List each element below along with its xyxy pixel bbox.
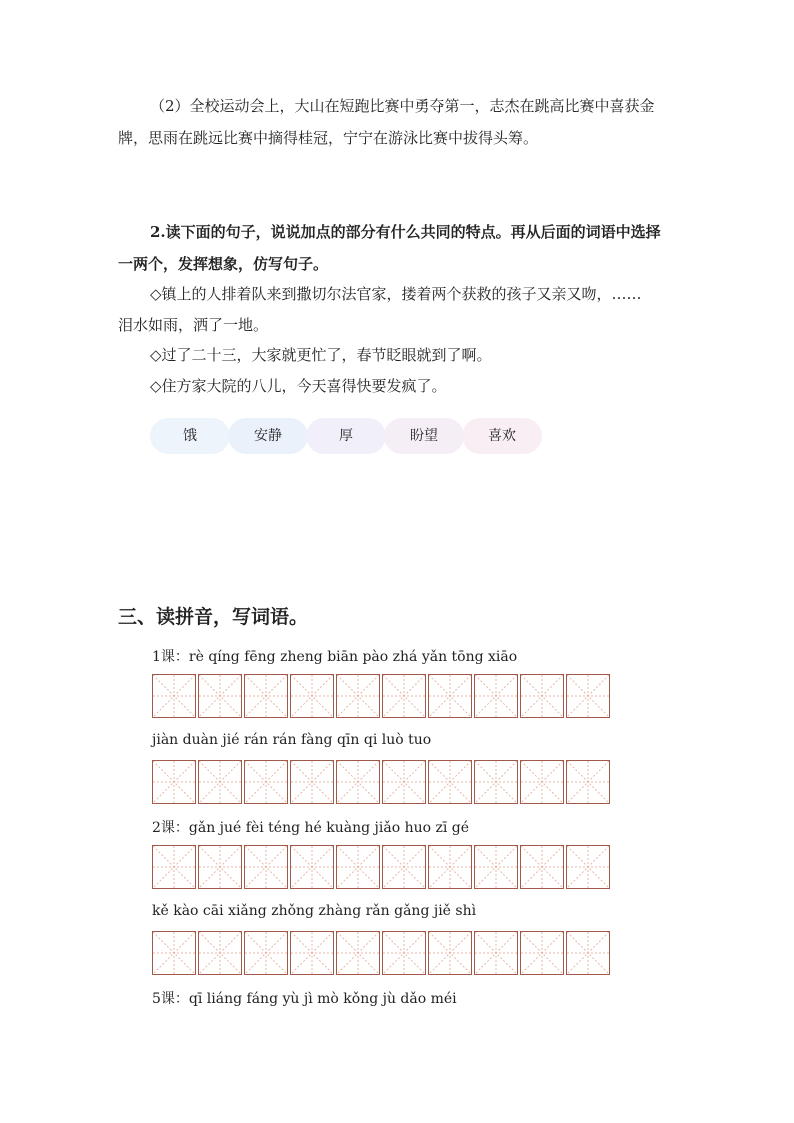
pinyin-row-4: kě kào cāi xiǎng zhǒng zhàng rǎn gǎng jiě shì	[152, 903, 477, 919]
grid-guide-lines	[291, 932, 333, 974]
word-choice-strip	[150, 418, 540, 454]
writing-box[interactable]	[290, 931, 334, 975]
grid-guide-lines	[429, 675, 471, 717]
writing-box[interactable]	[198, 931, 242, 975]
grid-guide-lines	[337, 932, 379, 974]
grid-guide-lines	[567, 761, 609, 803]
writing-box[interactable]	[152, 845, 196, 889]
writing-box[interactable]	[474, 760, 518, 804]
grid-guide-lines	[245, 761, 287, 803]
writing-box[interactable]	[336, 760, 380, 804]
writing-grid-row-3[interactable]	[152, 845, 612, 889]
writing-box[interactable]	[474, 845, 518, 889]
writing-box[interactable]	[198, 760, 242, 804]
pinyin-row-1: 1课：rè qíng fēng zheng biān pào zhá yǎn tōng xiāo	[152, 649, 518, 665]
word-choice: 喜欢	[462, 418, 542, 454]
grid-guide-lines	[199, 932, 241, 974]
pinyin-row-5: 5课：qī liáng fáng yù jì mò kǒng jù dǎo méi	[152, 991, 457, 1007]
grid-guide-lines	[521, 761, 563, 803]
grid-guide-lines	[383, 761, 425, 803]
writing-box[interactable]	[382, 760, 426, 804]
writing-box[interactable]	[290, 674, 334, 718]
writing-box[interactable]	[290, 760, 334, 804]
grid-guide-lines	[291, 761, 333, 803]
grid-guide-lines	[475, 932, 517, 974]
grid-guide-lines	[521, 846, 563, 888]
grid-guide-lines	[337, 761, 379, 803]
grid-guide-lines	[429, 846, 471, 888]
grid-guide-lines	[521, 932, 563, 974]
item2-line1: （2）全校运动会上，大山在短跑比赛中勇夺第一，志杰在跳高比赛中喜获金	[150, 97, 655, 115]
writing-box[interactable]	[244, 674, 288, 718]
writing-box[interactable]	[336, 674, 380, 718]
writing-box[interactable]	[566, 845, 610, 889]
writing-box[interactable]	[520, 931, 564, 975]
sentence-2: ◇过了二十三，大家就更忙了，春节眨眼就到了啊。	[150, 346, 492, 364]
writing-box[interactable]	[566, 674, 610, 718]
writing-box[interactable]	[428, 760, 472, 804]
writing-box[interactable]	[152, 760, 196, 804]
word-choice: 厚	[306, 418, 386, 454]
word-choice: 盼望	[384, 418, 464, 454]
grid-guide-lines	[153, 675, 195, 717]
writing-box[interactable]	[474, 931, 518, 975]
grid-guide-lines	[567, 846, 609, 888]
writing-box[interactable]	[336, 845, 380, 889]
grid-guide-lines	[475, 761, 517, 803]
writing-box[interactable]	[152, 674, 196, 718]
writing-box[interactable]	[290, 845, 334, 889]
grid-guide-lines	[291, 675, 333, 717]
writing-box[interactable]	[244, 931, 288, 975]
grid-guide-lines	[153, 761, 195, 803]
section3-title: 三、读拼音，写词语。	[118, 606, 309, 628]
grid-guide-lines	[199, 846, 241, 888]
grid-guide-lines	[475, 846, 517, 888]
grid-guide-lines	[337, 846, 379, 888]
grid-guide-lines	[245, 675, 287, 717]
grid-guide-lines	[383, 846, 425, 888]
writing-box[interactable]	[474, 674, 518, 718]
grid-guide-lines	[567, 675, 609, 717]
grid-guide-lines	[153, 932, 195, 974]
grid-guide-lines	[567, 932, 609, 974]
sentence-1-line1: ◇镇上的人排着队来到撒切尔法官家，搂着两个获救的孩子又亲又吻，……	[150, 285, 642, 303]
grid-guide-lines	[199, 761, 241, 803]
grid-guide-lines	[429, 761, 471, 803]
writing-grid-row-1[interactable]	[152, 674, 612, 718]
grid-guide-lines	[383, 932, 425, 974]
writing-box[interactable]	[566, 931, 610, 975]
writing-box[interactable]	[520, 845, 564, 889]
writing-box[interactable]	[336, 931, 380, 975]
grid-guide-lines	[521, 675, 563, 717]
grid-guide-lines	[337, 675, 379, 717]
writing-box[interactable]	[520, 674, 564, 718]
writing-box[interactable]	[198, 845, 242, 889]
writing-box[interactable]	[152, 931, 196, 975]
writing-box[interactable]	[566, 760, 610, 804]
grid-guide-lines	[153, 846, 195, 888]
word-choice: 安静	[228, 418, 308, 454]
writing-box[interactable]	[520, 760, 564, 804]
grid-guide-lines	[245, 932, 287, 974]
writing-box[interactable]	[244, 845, 288, 889]
writing-box[interactable]	[244, 760, 288, 804]
question2-line1: 2.读下面的句子，说说加点的部分有什么共同的特点。再从后面的词语中选择	[150, 223, 661, 241]
writing-box[interactable]	[198, 674, 242, 718]
grid-guide-lines	[199, 675, 241, 717]
word-choice: 饿	[150, 418, 230, 454]
writing-box[interactable]	[382, 845, 426, 889]
writing-grid-row-2[interactable]	[152, 760, 612, 804]
writing-box[interactable]	[428, 674, 472, 718]
grid-guide-lines	[291, 846, 333, 888]
grid-guide-lines	[429, 932, 471, 974]
writing-box[interactable]	[382, 931, 426, 975]
grid-guide-lines	[245, 846, 287, 888]
item2-line2: 牌，思雨在跳远比赛中摘得桂冠，宁宁在游泳比赛中拔得头筹。	[118, 129, 539, 147]
pinyin-row-3: 2课：gǎn jué fèi téng hé kuàng jiǎo huo zī gé	[152, 820, 470, 836]
question2-line2: 一两个，发挥想象，仿写句子。	[118, 255, 329, 273]
grid-guide-lines	[383, 675, 425, 717]
writing-box[interactable]	[428, 845, 472, 889]
grid-guide-lines	[475, 675, 517, 717]
sentence-3: ◇住方家大院的八儿，今天喜得快要发疯了。	[150, 377, 447, 395]
writing-box[interactable]	[428, 931, 472, 975]
sentence-1-line2: 泪水如雨，洒了一地。	[118, 316, 269, 334]
pinyin-row-2: jiàn duàn jié rán rán fàng qīn qi luò tuo	[152, 732, 432, 748]
writing-box[interactable]	[382, 674, 426, 718]
writing-grid-row-4[interactable]	[152, 931, 612, 975]
